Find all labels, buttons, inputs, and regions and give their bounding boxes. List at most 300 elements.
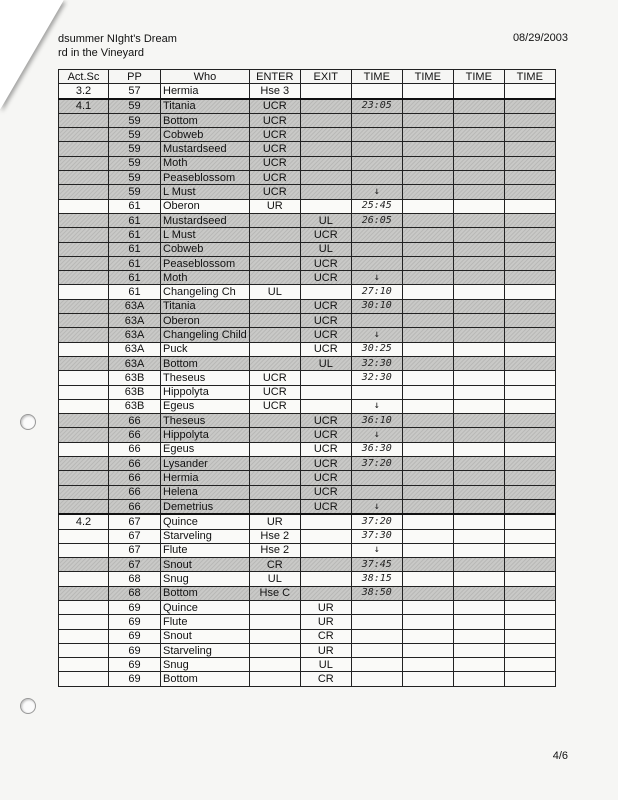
who-cell: Snout — [161, 629, 250, 643]
who-cell: L Must — [161, 228, 250, 242]
empty-time-cell — [504, 529, 555, 543]
table-row — [59, 428, 556, 442]
exit-cell — [300, 185, 351, 199]
pp-cell: 59 — [109, 156, 161, 170]
time-cell — [351, 256, 402, 270]
empty-time-cell — [453, 113, 504, 127]
empty-time-cell — [402, 328, 453, 342]
table-row — [59, 572, 556, 586]
pp-cell: 61 — [109, 285, 161, 299]
punch-hole-icon — [20, 414, 36, 430]
empty-time-cell — [504, 228, 555, 242]
empty-time-cell — [402, 342, 453, 356]
enter-cell — [249, 442, 300, 456]
pp-cell: 59 — [109, 128, 161, 142]
enter-cell — [249, 414, 300, 428]
time-cell — [351, 142, 402, 156]
pp-cell: 61 — [109, 242, 161, 256]
time-cell: ↓ — [351, 543, 402, 557]
empty-time-cell — [453, 457, 504, 471]
act-cell: 4.2 — [59, 514, 109, 529]
act-cell — [59, 643, 109, 657]
who-cell: Hippolyta — [161, 385, 250, 399]
enter-cell — [249, 457, 300, 471]
empty-time-cell — [504, 414, 555, 428]
cue-table — [58, 69, 556, 687]
pp-cell: 63B — [109, 399, 161, 413]
who-cell: Egeus — [161, 442, 250, 456]
empty-time-cell — [453, 356, 504, 370]
pp-cell: 63A — [109, 342, 161, 356]
empty-time-cell — [402, 228, 453, 242]
empty-time-cell — [453, 543, 504, 557]
exit-cell: UL — [300, 658, 351, 672]
act-cell — [59, 399, 109, 413]
title-line-1: dsummer NIght's Dream — [58, 33, 177, 45]
exit-cell — [300, 371, 351, 385]
time-cell: 23:05 — [351, 99, 402, 114]
exit-cell — [300, 586, 351, 600]
empty-time-cell — [504, 199, 555, 213]
act-cell — [59, 414, 109, 428]
enter-cell — [249, 600, 300, 614]
pp-cell: 69 — [109, 629, 161, 643]
exit-cell: UCR — [300, 442, 351, 456]
pp-cell: 59 — [109, 99, 161, 114]
time-cell: ↓ — [351, 428, 402, 442]
pp-cell: 57 — [109, 84, 161, 99]
empty-time-cell — [504, 371, 555, 385]
enter-cell: UCR — [249, 171, 300, 185]
pp-cell: 66 — [109, 428, 161, 442]
table-row — [59, 399, 556, 413]
act-cell — [59, 314, 109, 328]
empty-time-cell — [504, 328, 555, 342]
empty-time-cell — [504, 285, 555, 299]
exit-cell: UCR — [300, 499, 351, 514]
act-cell — [59, 385, 109, 399]
enter-cell: UCR — [249, 113, 300, 127]
table-row — [59, 213, 556, 227]
exit-cell: UCR — [300, 328, 351, 342]
time-cell — [351, 128, 402, 142]
empty-time-cell — [402, 643, 453, 657]
table-row — [59, 299, 556, 313]
table-row — [59, 658, 556, 672]
col-header-time: TIME — [504, 70, 555, 84]
enter-cell: UCR — [249, 371, 300, 385]
empty-time-cell — [504, 213, 555, 227]
document-title — [58, 32, 177, 60]
table-row — [59, 199, 556, 213]
empty-time-cell — [402, 256, 453, 270]
pp-cell: 69 — [109, 658, 161, 672]
pp-cell: 68 — [109, 572, 161, 586]
who-cell: Moth — [161, 271, 250, 285]
enter-cell — [249, 356, 300, 370]
act-cell — [59, 615, 109, 629]
pp-cell: 66 — [109, 499, 161, 514]
act-cell — [59, 142, 109, 156]
empty-time-cell — [402, 529, 453, 543]
act-cell: 4.1 — [59, 99, 109, 114]
empty-time-cell — [453, 256, 504, 270]
table-row — [59, 285, 556, 299]
pp-cell: 59 — [109, 185, 161, 199]
exit-cell: UCR — [300, 471, 351, 485]
who-cell: Mustardseed — [161, 142, 250, 156]
empty-time-cell — [504, 84, 555, 99]
empty-time-cell — [504, 643, 555, 657]
time-cell: ↓ — [351, 271, 402, 285]
empty-time-cell — [453, 643, 504, 657]
who-cell: Helena — [161, 485, 250, 499]
who-cell: Egeus — [161, 399, 250, 413]
empty-time-cell — [453, 399, 504, 413]
act-cell — [59, 228, 109, 242]
exit-cell: UL — [300, 213, 351, 227]
time-cell — [351, 113, 402, 127]
empty-time-cell — [453, 271, 504, 285]
exit-cell — [300, 529, 351, 543]
enter-cell: UCR — [249, 156, 300, 170]
time-cell — [351, 672, 402, 686]
exit-cell — [300, 113, 351, 127]
table-row — [59, 514, 556, 529]
empty-time-cell — [504, 600, 555, 614]
table-row — [59, 242, 556, 256]
exit-cell: UCR — [300, 228, 351, 242]
empty-time-cell — [402, 199, 453, 213]
who-cell: Titania — [161, 299, 250, 313]
empty-time-cell — [402, 185, 453, 199]
enter-cell: UL — [249, 572, 300, 586]
col-header-act: Act.Sc — [59, 70, 109, 84]
empty-time-cell — [453, 156, 504, 170]
time-cell: 38:15 — [351, 572, 402, 586]
pp-cell: 66 — [109, 485, 161, 499]
enter-cell — [249, 428, 300, 442]
act-cell — [59, 543, 109, 557]
table-row — [59, 256, 556, 270]
enter-cell — [249, 471, 300, 485]
table-row — [59, 485, 556, 499]
col-header-time: TIME — [453, 70, 504, 84]
who-cell: Hippolyta — [161, 428, 250, 442]
enter-cell: Hse 2 — [249, 529, 300, 543]
table-row — [59, 128, 556, 142]
act-cell — [59, 285, 109, 299]
empty-time-cell — [402, 271, 453, 285]
exit-cell: UR — [300, 643, 351, 657]
who-cell: Lysander — [161, 457, 250, 471]
empty-time-cell — [402, 485, 453, 499]
who-cell: Flute — [161, 615, 250, 629]
empty-time-cell — [453, 414, 504, 428]
act-cell — [59, 199, 109, 213]
exit-cell — [300, 199, 351, 213]
exit-cell — [300, 156, 351, 170]
empty-time-cell — [402, 658, 453, 672]
time-cell: 30:10 — [351, 299, 402, 313]
enter-cell: Hse C — [249, 586, 300, 600]
empty-time-cell — [402, 399, 453, 413]
table-row — [59, 228, 556, 242]
exit-cell: CR — [300, 629, 351, 643]
exit-cell: UCR — [300, 414, 351, 428]
enter-cell: UCR — [249, 185, 300, 199]
empty-time-cell — [402, 457, 453, 471]
who-cell: Mustardseed — [161, 213, 250, 227]
table-row — [59, 171, 556, 185]
enter-cell: Hse 3 — [249, 84, 300, 99]
act-cell — [59, 672, 109, 686]
enter-cell — [249, 499, 300, 514]
empty-time-cell — [402, 171, 453, 185]
empty-time-cell — [504, 499, 555, 514]
empty-time-cell — [453, 558, 504, 572]
act-cell — [59, 600, 109, 614]
who-cell: Changeling Child — [161, 328, 250, 342]
empty-time-cell — [453, 371, 504, 385]
who-cell: Snout — [161, 558, 250, 572]
time-cell: ↓ — [351, 328, 402, 342]
time-cell — [351, 84, 402, 99]
time-cell: 32:30 — [351, 356, 402, 370]
pp-cell: 59 — [109, 142, 161, 156]
who-cell: Snug — [161, 658, 250, 672]
empty-time-cell — [504, 558, 555, 572]
enter-cell — [249, 328, 300, 342]
empty-time-cell — [453, 600, 504, 614]
exit-cell — [300, 558, 351, 572]
empty-time-cell — [453, 615, 504, 629]
enter-cell: UCR — [249, 142, 300, 156]
empty-time-cell — [402, 156, 453, 170]
act-cell — [59, 485, 109, 499]
empty-time-cell — [453, 242, 504, 256]
who-cell: Peaseblossom — [161, 256, 250, 270]
empty-time-cell — [402, 213, 453, 227]
empty-time-cell — [504, 514, 555, 529]
table-row — [59, 600, 556, 614]
table-row — [59, 385, 556, 399]
empty-time-cell — [402, 128, 453, 142]
exit-cell: UCR — [300, 299, 351, 313]
empty-time-cell — [453, 385, 504, 399]
pp-cell: 69 — [109, 672, 161, 686]
cue-table-body — [59, 84, 556, 686]
who-cell: Hermia — [161, 84, 250, 99]
empty-time-cell — [453, 185, 504, 199]
pp-cell: 68 — [109, 586, 161, 600]
act-cell — [59, 113, 109, 127]
who-cell: Starveling — [161, 529, 250, 543]
col-header-time: TIME — [351, 70, 402, 84]
exit-cell: UCR — [300, 314, 351, 328]
empty-time-cell — [504, 586, 555, 600]
time-cell: 26:05 — [351, 213, 402, 227]
empty-time-cell — [504, 171, 555, 185]
time-cell — [351, 385, 402, 399]
who-cell: Theseus — [161, 371, 250, 385]
empty-time-cell — [504, 385, 555, 399]
exit-cell: UR — [300, 615, 351, 629]
empty-time-cell — [402, 299, 453, 313]
table-row — [59, 99, 556, 114]
exit-cell: CR — [300, 672, 351, 686]
table-row — [59, 457, 556, 471]
empty-time-cell — [402, 428, 453, 442]
empty-time-cell — [453, 672, 504, 686]
empty-time-cell — [453, 485, 504, 499]
act-cell — [59, 328, 109, 342]
who-cell: Cobweb — [161, 128, 250, 142]
who-cell: Bottom — [161, 672, 250, 686]
empty-time-cell — [453, 514, 504, 529]
enter-cell — [249, 228, 300, 242]
empty-time-cell — [504, 242, 555, 256]
act-cell — [59, 371, 109, 385]
empty-time-cell — [402, 629, 453, 643]
exit-cell — [300, 399, 351, 413]
exit-cell: UL — [300, 242, 351, 256]
act-cell — [59, 185, 109, 199]
empty-time-cell — [504, 442, 555, 456]
empty-time-cell — [504, 142, 555, 156]
act-cell — [59, 271, 109, 285]
enter-cell — [249, 629, 300, 643]
act-cell — [59, 256, 109, 270]
act-cell — [59, 499, 109, 514]
exit-cell — [300, 142, 351, 156]
empty-time-cell — [402, 371, 453, 385]
empty-time-cell — [453, 572, 504, 586]
table-row — [59, 643, 556, 657]
empty-time-cell — [453, 499, 504, 514]
pp-cell: 59 — [109, 171, 161, 185]
empty-time-cell — [402, 84, 453, 99]
who-cell: Cobweb — [161, 242, 250, 256]
enter-cell — [249, 271, 300, 285]
empty-time-cell — [453, 442, 504, 456]
empty-time-cell — [402, 600, 453, 614]
empty-time-cell — [504, 299, 555, 313]
empty-time-cell — [504, 672, 555, 686]
who-cell: Peaseblossom — [161, 171, 250, 185]
table-row — [59, 672, 556, 686]
empty-time-cell — [504, 399, 555, 413]
enter-cell: UCR — [249, 99, 300, 114]
who-cell: Moth — [161, 156, 250, 170]
empty-time-cell — [453, 213, 504, 227]
pp-cell: 61 — [109, 228, 161, 242]
enter-cell: UL — [249, 285, 300, 299]
time-cell: 37:20 — [351, 514, 402, 529]
table-row — [59, 84, 556, 99]
time-cell: 32:30 — [351, 371, 402, 385]
time-cell: 27:10 — [351, 285, 402, 299]
empty-time-cell — [402, 314, 453, 328]
pp-cell: 63A — [109, 299, 161, 313]
table-row — [59, 342, 556, 356]
table-row — [59, 558, 556, 572]
empty-time-cell — [402, 142, 453, 156]
who-cell: Oberon — [161, 199, 250, 213]
enter-cell — [249, 658, 300, 672]
who-cell: Titania — [161, 99, 250, 114]
act-cell — [59, 356, 109, 370]
pp-cell: 63A — [109, 356, 161, 370]
empty-time-cell — [402, 471, 453, 485]
enter-cell — [249, 242, 300, 256]
empty-time-cell — [402, 543, 453, 557]
empty-time-cell — [504, 314, 555, 328]
exit-cell: UCR — [300, 256, 351, 270]
empty-time-cell — [402, 113, 453, 127]
who-cell: Quince — [161, 514, 250, 529]
col-header-exit: EXIT — [300, 70, 351, 84]
empty-time-cell — [402, 558, 453, 572]
who-cell: Quince — [161, 600, 250, 614]
empty-time-cell — [453, 658, 504, 672]
empty-time-cell — [504, 356, 555, 370]
act-cell — [59, 242, 109, 256]
empty-time-cell — [504, 471, 555, 485]
empty-time-cell — [402, 442, 453, 456]
empty-time-cell — [453, 342, 504, 356]
act-cell — [59, 442, 109, 456]
pp-cell: 66 — [109, 414, 161, 428]
pp-cell: 69 — [109, 600, 161, 614]
act-cell — [59, 529, 109, 543]
time-cell — [351, 643, 402, 657]
act-cell — [59, 586, 109, 600]
pp-cell: 61 — [109, 199, 161, 213]
table-row — [59, 529, 556, 543]
empty-time-cell — [402, 285, 453, 299]
act-cell — [59, 457, 109, 471]
empty-time-cell — [453, 199, 504, 213]
act-cell — [59, 629, 109, 643]
pp-cell: 63A — [109, 314, 161, 328]
who-cell: Bottom — [161, 356, 250, 370]
enter-cell: UCR — [249, 399, 300, 413]
exit-cell — [300, 99, 351, 114]
empty-time-cell — [453, 142, 504, 156]
time-cell: 38:50 — [351, 586, 402, 600]
exit-cell: UCR — [300, 342, 351, 356]
exit-cell — [300, 514, 351, 529]
document-date: 08/29/2003 — [512, 32, 568, 44]
time-cell: ↓ — [351, 499, 402, 514]
empty-time-cell — [402, 99, 453, 114]
pp-cell: 67 — [109, 558, 161, 572]
exit-cell: UL — [300, 356, 351, 370]
empty-time-cell — [402, 385, 453, 399]
time-cell: 37:20 — [351, 457, 402, 471]
act-cell: 3.2 — [59, 84, 109, 99]
enter-cell: UR — [249, 514, 300, 529]
empty-time-cell — [504, 342, 555, 356]
empty-time-cell — [504, 485, 555, 499]
pp-cell: 67 — [109, 529, 161, 543]
act-cell — [59, 128, 109, 142]
enter-cell: UR — [249, 199, 300, 213]
table-row — [59, 314, 556, 328]
enter-cell: Hse 2 — [249, 543, 300, 557]
act-cell — [59, 299, 109, 313]
